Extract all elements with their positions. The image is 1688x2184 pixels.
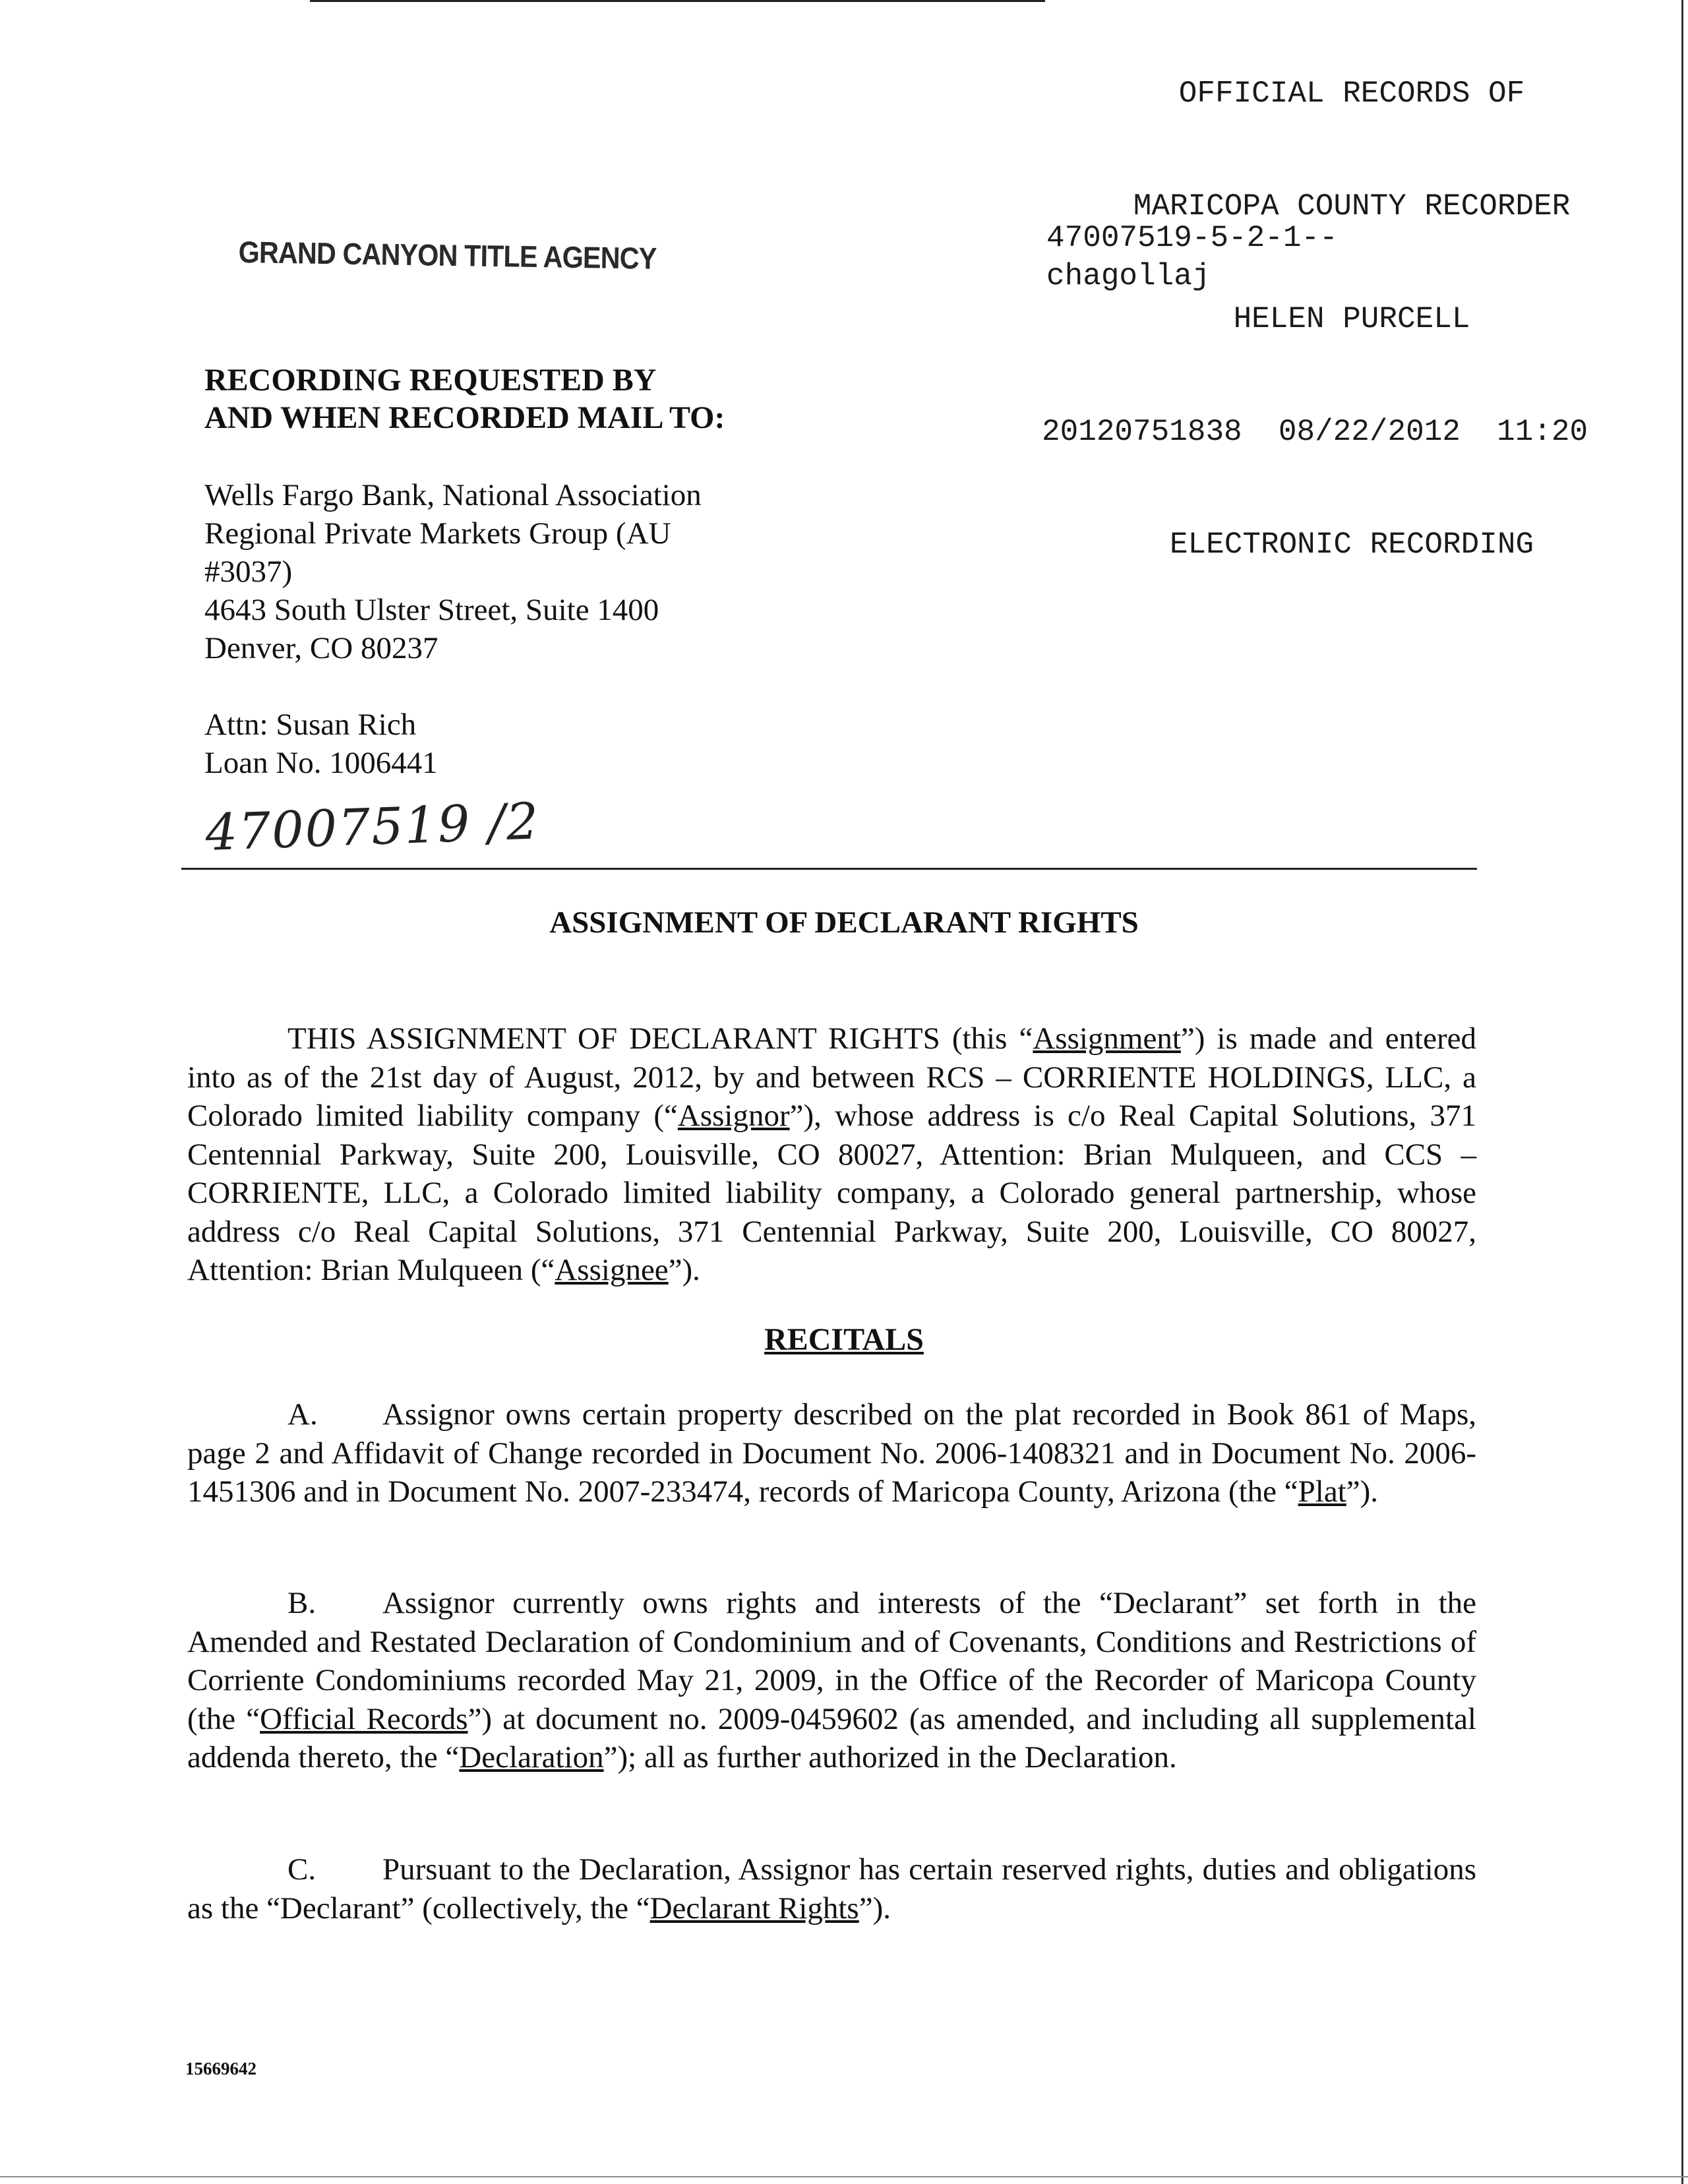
recital-c: C. Pursuant to the Declaration, Assignor has certain reserved rights, duties and obligations as the “Declarant” (collectively, the “Declarant Rights”). — [187, 1850, 1476, 1927]
defined-term: Declaration — [459, 1740, 604, 1774]
mail-to-address — [204, 476, 702, 667]
stamp-line: OFFICIAL RECORDS OF — [1178, 76, 1525, 111]
address-line: #3037) — [204, 555, 293, 589]
page-right-edge — [1681, 0, 1683, 2184]
bottom-scan-rule — [0, 2176, 1688, 2177]
doc-ref-number: 47007519-5-2-1-- — [1046, 221, 1338, 255]
attention-block — [204, 706, 438, 782]
stamp-line: ELECTRONIC RECORDING — [1169, 528, 1534, 562]
address-line: Wells Fargo Bank, National Association — [204, 478, 702, 512]
stamp-record-number: 20120751838 08/22/2012 11:20 — [1042, 415, 1588, 449]
defined-term: Official Records — [260, 1701, 468, 1736]
attn-line: Attn: Susan Rich — [204, 708, 417, 742]
defined-term: Assignee — [555, 1253, 669, 1287]
defined-term: Plat — [1298, 1474, 1346, 1509]
address-line: Denver, CO 80237 — [204, 631, 438, 665]
document-title: ASSIGNMENT OF DECLARANT RIGHTS — [549, 905, 1139, 940]
defined-term: Assignment — [1033, 1021, 1181, 1056]
recital-b: B. Assignor currently owns rights and interests of the “Declarant” set forth in the Amended and Restated Declaration of Condominium and of Covenants, Conditions and Restrictions of Corriente Condominiums recorded May 21, 2009, in the Office of the Recorder of Maricopa County (the “Official Records”) at document no. 2009-0459602 (as amended, and including all supplemental addenda thereto, the “Declaration”); all as further authorized in the Declaration. — [187, 1584, 1476, 1777]
recital-label: B. — [287, 1586, 316, 1620]
recording-requested-heading — [204, 361, 725, 437]
recitals-heading: RECITALS — [764, 1322, 924, 1357]
recorder-stamp — [1029, 0, 1675, 601]
title-agency-stamp: GRAND CANYON TITLE AGENCY — [238, 234, 657, 276]
recital-label: C. — [287, 1852, 316, 1887]
footer-document-number: 15669642 — [185, 2059, 256, 2078]
address-line: 4643 South Ulster Street, Suite 1400 — [204, 593, 659, 627]
defined-term: Declarant Rights — [649, 1891, 859, 1926]
address-line: Regional Private Markets Group (AU — [204, 516, 671, 551]
defined-term: Assignor — [677, 1099, 790, 1133]
recital-label: A. — [287, 1397, 318, 1432]
document-reference — [1046, 219, 1338, 295]
recital-a: A. Assignor owns certain property described on the plat recorded in Book 861 of Maps, page 2 and Affidavit of Change recorded in Document No. 2006-1408321 and in Document No. 2006-1451306 and in Document No. 2007-233474, records of Maricopa County, Arizona (the “Plat”). — [187, 1395, 1476, 1511]
intro-paragraph: THIS ASSIGNMENT OF DECLARANT RIGHTS (this “Assignment”) is made and entered into as of the 21st day of August, 2012, by and between RCS – CORRIENTE HOLDINGS, LLC, a Colorado limited liability company (“Assignor”), whose address is c/o Real Capital Solutions, 371 Centennial Parkway, Suite 200, Louisville, CO 80027, Attention: Brian Mulqueen, and CCS – CORRIENTE, LLC, a Colorado limited liability company, a Colorado general partnership, whose address c/o Real Capital Solutions, 371 Centennial Parkway, Suite 200, Louisville, CO 80027, Attention: Brian Mulqueen (“Assignee”). — [187, 1021, 1476, 1287]
heading-line: AND WHEN RECORDED MAIL TO: — [204, 400, 725, 435]
doc-ref-user: chagollaj — [1046, 259, 1211, 293]
stamp-line: HELEN PURCELL — [1233, 302, 1470, 336]
handwritten-file-number: 47007519 /2 — [204, 791, 541, 862]
stamp-line: MARICOPA COUNTY RECORDER — [1133, 189, 1571, 224]
loan-number: Loan No. 1006441 — [204, 746, 438, 780]
horizontal-rule — [181, 868, 1477, 870]
top-scan-rule — [310, 0, 1045, 2]
heading-line: RECORDING REQUESTED BY — [204, 363, 657, 398]
